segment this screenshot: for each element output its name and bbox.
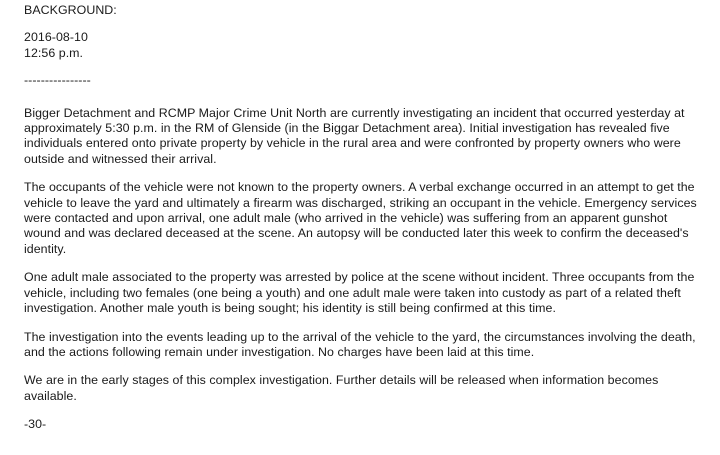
document-body <box>24 3 704 433</box>
section-heading: BACKGROUND: <box>24 3 117 17</box>
paragraph-investigation-status: The investigation into the events leading up to the arrival of the vehicle to the yard, the circumstances involving the death, and the actions following remain under investigation. No charges have been laid at this time. <box>24 329 696 359</box>
release-date: 2016-08-10 <box>24 30 88 45</box>
release-time: 12:56 p.m. <box>24 45 84 60</box>
paragraph-incident-overview: Bigger Detachment and RCMP Major Crime Unit North are currently investigating an incident that occurred yesterday at approximately 5:30 p.m. in the RM of Glenside (in the Biggar Detachment area). Initial investigation has revealed five individuals entered onto private property by vehicle in the rural area and were confronted by property owners who were outside and witnessed their arrival. <box>24 105 685 166</box>
end-mark: -30- <box>24 417 47 432</box>
paragraph-shooting-details: The occupants of the vehicle were not known to the property owners. A verbal exchange occurred in an attempt to get the vehicle to leave the yard and ultimately a firearm was discharged, striking an occupant in the vehicle. Emergency services were contacted and upon arrival, one adult male (who arrived in the vehicle) was suffering from an apparent gunshot wound and was declared deceased at the scene. An autopsy will be conducted later this week to confirm the deceased's identity. <box>24 180 697 256</box>
date-time-block <box>24 30 704 61</box>
dashed-divider: ---------------- <box>24 73 91 88</box>
paragraph-closing: We are in the early stages of this complex investigation. Further details will be released when information becomes available. <box>24 373 659 403</box>
paragraph-arrests: One adult male associated to the property was arrested by police at the scene without incident. Three occupants from the vehicle, including two females (one being a youth) and one adult male were taken into custody as part of a related theft investigation. Another male youth is being sought; his identity is still being confirmed at this time. <box>24 270 695 316</box>
